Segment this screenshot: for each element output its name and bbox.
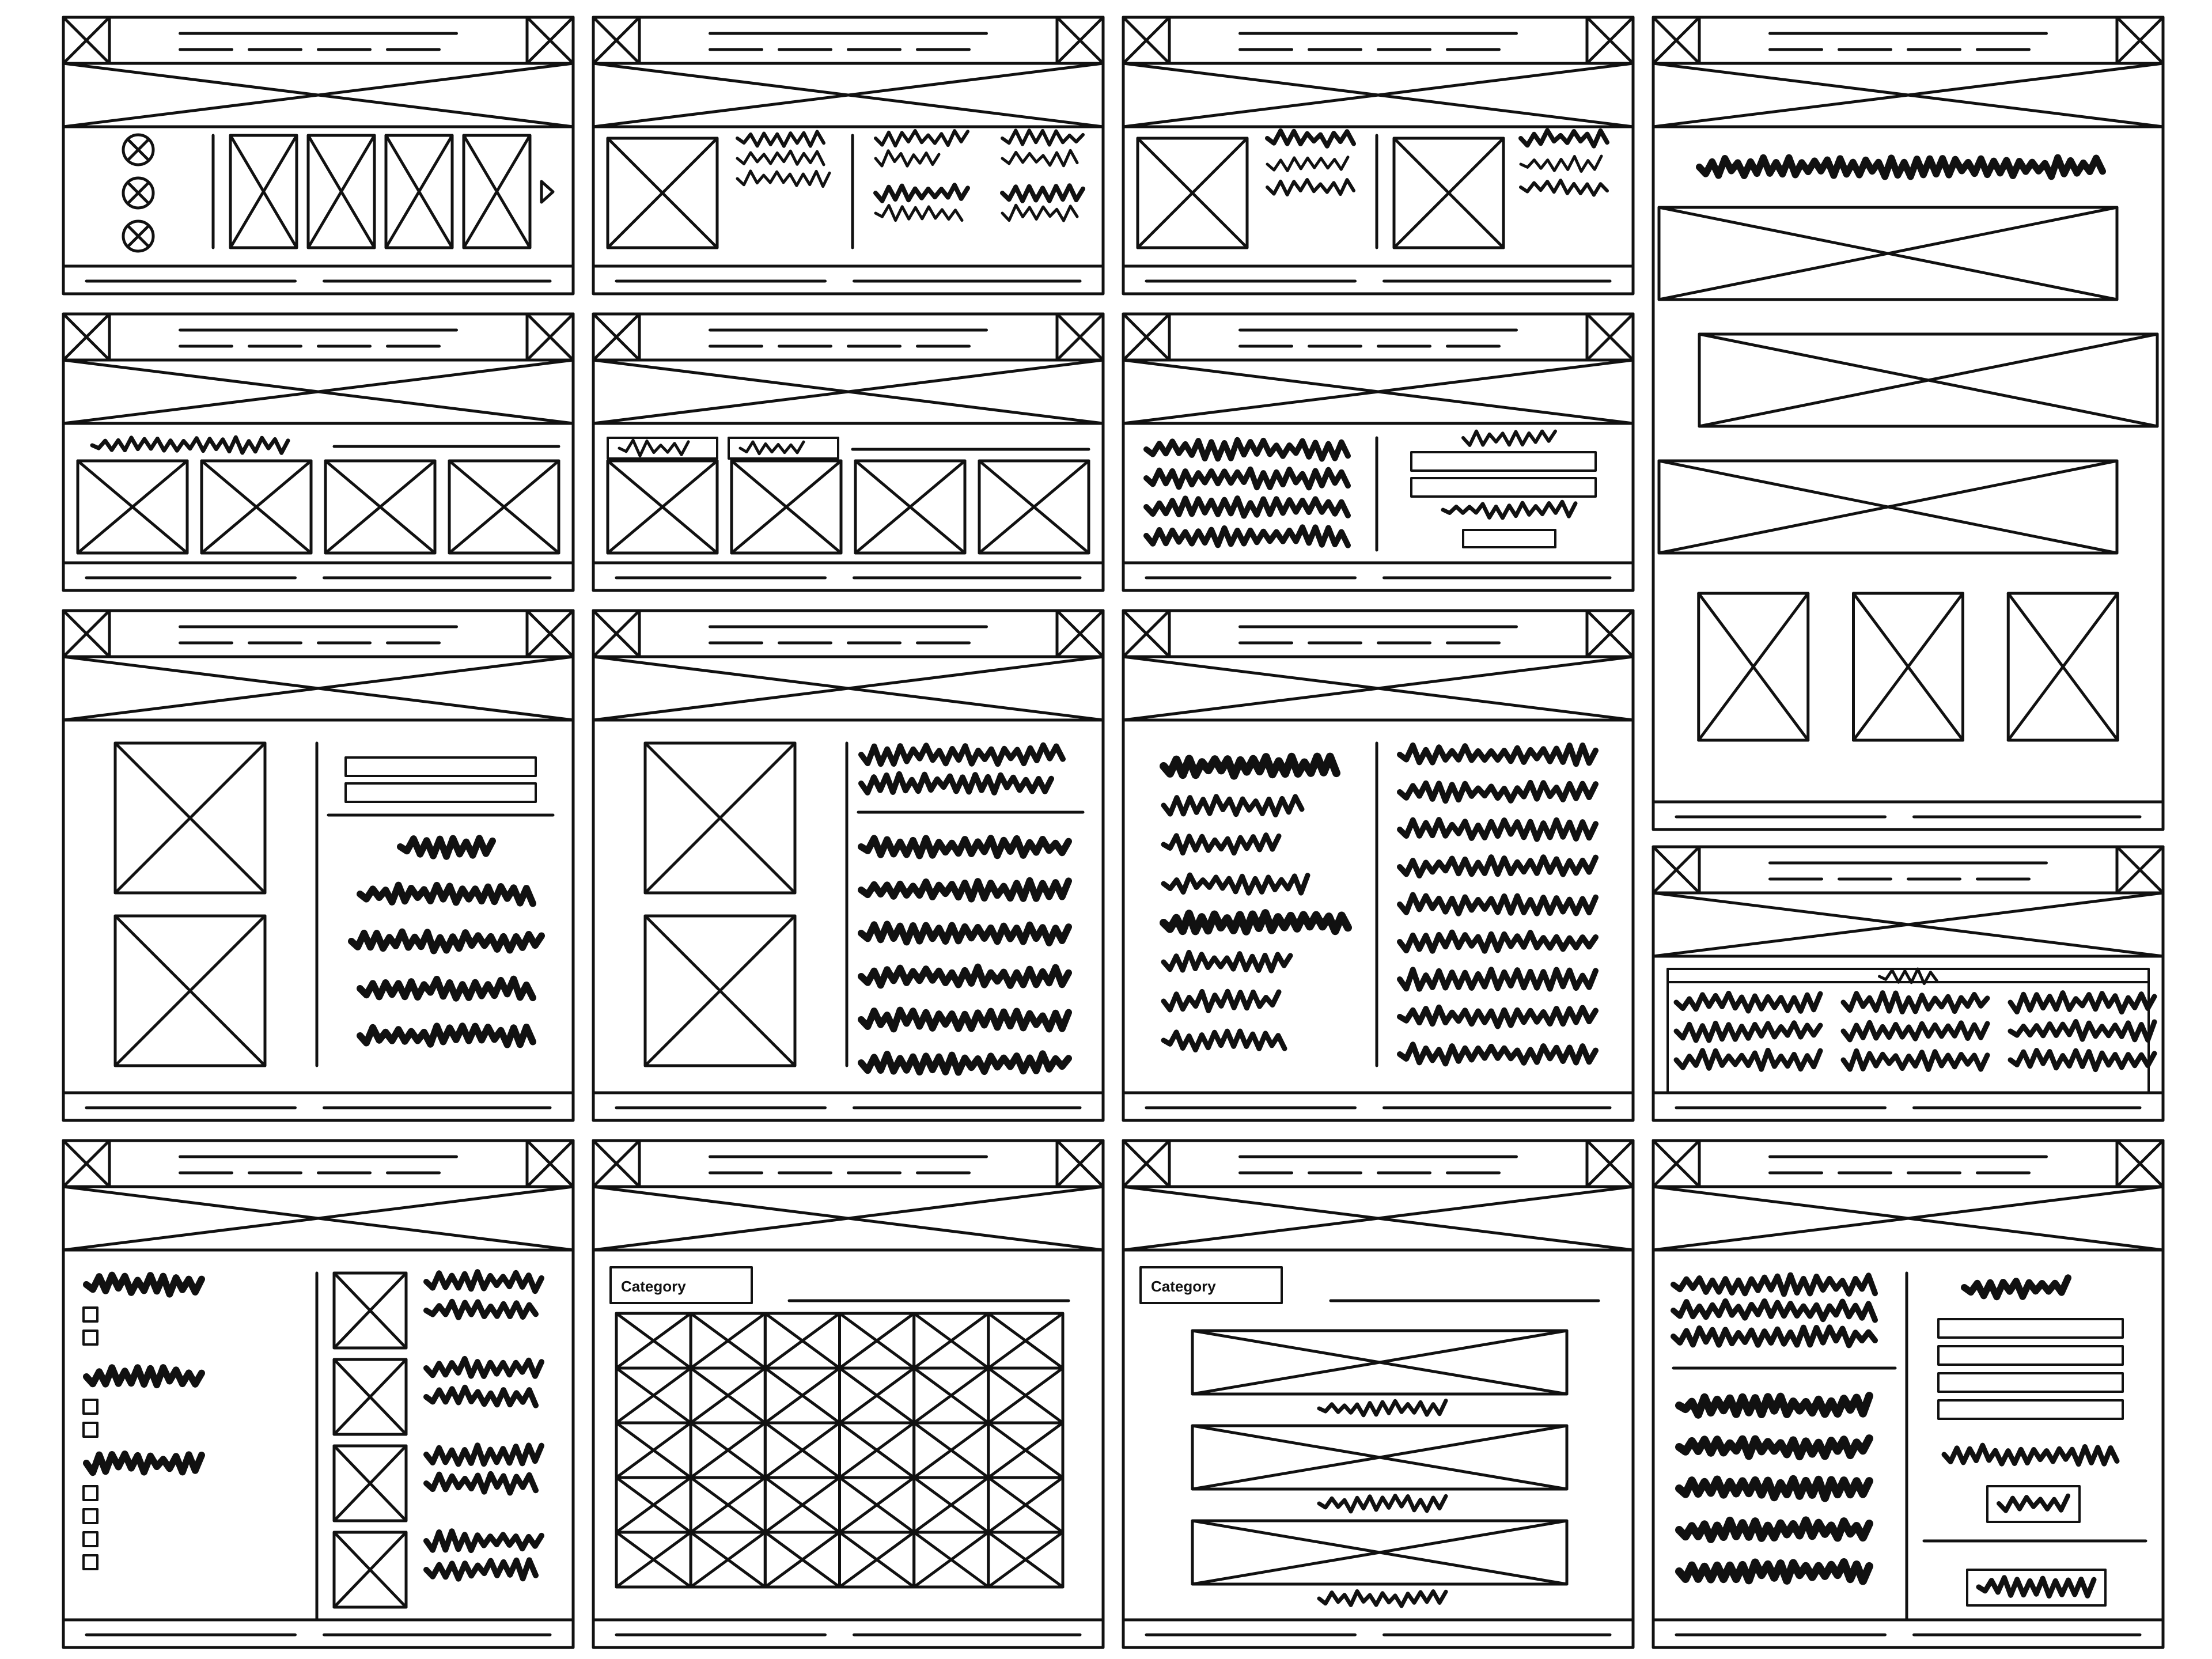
frame-border [63,314,573,590]
frame-filters-list [63,1141,573,1647]
article-scribble [1400,857,1596,876]
scribble-text [1979,1578,2094,1596]
next-arrow-icon [541,181,553,202]
paragraph-scribble [1679,1520,1869,1539]
frame-tall-landing [1653,17,2163,830]
category-label: Category [621,1278,686,1295]
form-field [346,757,536,776]
article-scribble [1164,875,1308,893]
grid-cell-image [765,1313,839,1368]
scribble-text [1521,156,1601,172]
menu-icon [1587,1141,1633,1187]
scribble-text [861,774,1051,793]
grid-cell-image [691,1532,765,1587]
scribble-text [740,442,804,454]
scribble-text [876,151,939,166]
product-image [1138,138,1247,248]
intro-scribble [1673,1301,1875,1320]
logo-icon [1123,611,1169,657]
checkbox-icon [84,1555,97,1569]
list-text-scribble [426,1531,541,1550]
banner-image [1659,207,2117,300]
intro-scribble [1673,1327,1875,1345]
paragraph-scribble [861,838,1069,855]
checkbox-icon [84,1486,97,1500]
gallery-image [645,916,795,1066]
logo-icon [63,17,109,63]
logo-icon [1123,1141,1169,1187]
product-image [1394,138,1503,248]
list-text-scribble [426,1302,536,1317]
grid-image [732,461,841,553]
logo-icon [593,611,639,657]
section-title-scribble [92,437,288,453]
grid-cell-image [914,1532,988,1587]
filter-heading-scribble [86,1275,202,1294]
paragraph-scribble [360,885,533,904]
scribble-text [1267,180,1354,195]
grid-cell-image [691,1478,765,1532]
logo-icon [1123,17,1169,63]
scribble-text [737,132,824,146]
menu-icon [2117,1141,2163,1187]
scribble-text [1002,150,1077,166]
article-scribble [1400,895,1596,914]
list-thumbnail [334,1446,406,1521]
carousel-slide [230,135,297,248]
logo-icon [63,611,109,657]
grid-cell-image [691,1313,765,1368]
logo-icon [63,1141,109,1187]
article-scribble [1164,757,1336,776]
login-field [1938,1373,2123,1392]
list-banner-image [1192,1521,1567,1584]
scribble-text [737,151,824,165]
scribble-text [861,745,1063,764]
article-scribble [1400,1007,1596,1027]
menu-icon [1057,314,1103,360]
grid-cell-image [616,1423,691,1478]
sitemap-link-scribble [1843,993,1987,1012]
grid-cell-image [616,1532,691,1587]
grid-cell-image [840,1532,914,1587]
list-text-scribble [426,1388,536,1406]
menu-icon [527,17,573,63]
frame-carousel [63,17,573,294]
frame-border [1653,847,2163,1120]
grid-image [325,461,435,553]
scribble-text [1267,157,1348,171]
frame-category-grid [593,1141,1103,1647]
logo-icon [1653,847,1699,893]
grid-cell-image [914,1478,988,1532]
grid-cell-image [616,1368,691,1423]
frame-border [593,314,1103,590]
login-field [1938,1400,2123,1419]
product-image [608,138,717,248]
sitemap-link-scribble [1843,1022,1987,1040]
grid-cell-image [840,1313,914,1368]
paragraph-scribble [351,932,541,951]
article-scribble [1164,1031,1285,1050]
article-scribble [1400,1044,1596,1063]
menu-icon [527,1141,573,1187]
paragraph-scribble [1146,440,1348,459]
article-scribble [1400,820,1596,839]
radio-icon [123,221,153,251]
paragraph-scribble [1146,527,1348,545]
list-text-scribble [426,1445,541,1464]
feature-image [1854,593,1963,740]
list-text-scribble [426,1474,536,1493]
gallery-image [115,916,265,1066]
scribble-text [876,206,962,221]
login-field [1938,1319,2123,1338]
frame-category-list [1123,1141,1633,1647]
list-thumbnail [334,1359,406,1434]
list-text-scribble [426,1359,541,1376]
paragraph-scribble [400,838,493,856]
paragraph-scribble [1679,1438,1869,1456]
grid-cell-image [691,1423,765,1478]
checkbox-icon [84,1400,97,1414]
scribble-text [1944,1445,2117,1464]
menu-icon [2117,17,2163,63]
caption-scribble [1319,1496,1446,1512]
gallery-image [645,743,795,893]
grid-cell-image [616,1313,691,1368]
list-text-scribble [426,1272,541,1291]
article-scribble [1400,969,1596,988]
intro-scribble [1673,1275,1875,1294]
logo-icon [593,314,639,360]
tab-button [729,438,838,459]
grid-cell-image [691,1368,765,1423]
frame-products-two-col [593,17,1103,294]
grid-cell-image [988,1313,1063,1368]
scribble-text [1002,185,1083,201]
menu-icon [1587,314,1633,360]
form-field [1411,452,1596,471]
scribble-text [1002,205,1077,221]
menu-icon [527,611,573,657]
gallery-image [115,743,265,893]
menu-icon [2117,847,2163,893]
grid-image [449,461,559,553]
carousel-slide [308,135,374,248]
scribble-text [1267,131,1354,146]
frame-text-login [1653,1141,2163,1647]
frame-gallery-form [63,611,573,1120]
paragraph-scribble [861,924,1069,942]
grid-image [78,461,187,553]
frame-border [1653,17,2163,830]
sitemap-link-scribble [1676,1023,1820,1040]
form-field [346,783,536,802]
logo-icon [1653,17,1699,63]
submit-button [1463,530,1555,547]
paragraph-scribble [861,1054,1069,1072]
grid-image [979,461,1089,553]
grid-cell-image [988,1368,1063,1423]
checkbox-icon [84,1308,97,1321]
menu-icon [1587,611,1633,657]
scribble-text [737,171,830,187]
grid-cell-image [914,1368,988,1423]
logo-icon [593,1141,639,1187]
paragraph-scribble [1146,469,1348,488]
sitemap-link-scribble [2010,1051,2154,1070]
list-text-scribble [426,1560,536,1578]
banner-image [1699,334,2157,426]
logo-icon [593,17,639,63]
frames-layer [63,17,2163,1647]
menu-icon [1057,1141,1103,1187]
grid-cell-image [988,1423,1063,1478]
menu-icon [1587,17,1633,63]
list-thumbnail [334,1532,406,1607]
scribble-text [1964,1278,2068,1297]
article-scribble [1164,991,1279,1010]
frame-sitemap [1653,847,2163,1120]
article-scribble [1164,835,1279,853]
grid-cell-image [988,1478,1063,1532]
article-scribble [1164,797,1302,815]
paragraph-scribble [861,1010,1069,1029]
paragraph-scribble [360,1026,533,1044]
sitemap-link-scribble [2010,993,2154,1012]
radio-icon [123,135,153,165]
logo-icon [1653,1141,1699,1187]
checkbox-icon [84,1532,97,1546]
grid-image [855,461,965,553]
frame-article-list [1123,611,1633,1120]
grid-cell-image [765,1532,839,1587]
checkbox-icon [84,1509,97,1523]
form-field [1411,478,1596,497]
menu-icon [1057,17,1103,63]
carousel-slide [464,135,530,248]
grid-cell-image [988,1532,1063,1587]
banner-image [1659,461,2117,553]
feature-image [1699,593,1808,740]
scribble-text [1999,1496,2068,1511]
list-banner-image [1192,1426,1567,1489]
paragraph-scribble [1679,1479,1869,1498]
menu-icon [1057,611,1103,657]
frame-four-grid [63,314,573,590]
grid-cell-image [914,1313,988,1368]
article-scribble [1164,952,1290,971]
scribble-text [1521,180,1607,195]
grid-cell-image [840,1423,914,1478]
logo-icon [63,314,109,360]
sitemap-link-scribble [2010,1022,2154,1040]
sitemap-link-scribble [1676,1050,1820,1069]
scribble-text [876,185,968,200]
frame-text-form [1123,314,1633,590]
sitemap-link-scribble [1843,1051,1987,1070]
paragraph-scribble [360,979,533,998]
radio-icon [123,178,153,208]
list-banner-image [1192,1331,1567,1394]
scribble-text [1002,130,1083,145]
sitemap-link-scribble [1676,993,1820,1011]
article-scribble [1400,745,1596,764]
paragraph-scribble [861,967,1069,986]
paragraph-scribble [1679,1396,1869,1415]
grid-cell-image [616,1478,691,1532]
filter-heading-scribble [86,1368,202,1385]
article-scribble [1400,783,1596,801]
filter-heading-scribble [86,1454,202,1472]
scribble-text [876,131,968,146]
scribble-text [1521,130,1607,146]
frame-tabs-grid [593,314,1103,590]
paragraph-scribble [1679,1562,1869,1581]
list-thumbnail [334,1273,406,1348]
caption-scribble [1319,1591,1446,1606]
carousel-slide [386,135,452,248]
checkbox-icon [84,1331,97,1344]
grid-cell-image [840,1368,914,1423]
menu-icon [527,314,573,360]
scribble-text [1443,502,1575,518]
checkbox-icon [84,1423,97,1437]
feature-image [2008,593,2118,740]
grid-cell-image [765,1368,839,1423]
caption-scribble [1319,1401,1446,1415]
category-label: Category [1151,1278,1216,1295]
grid-cell-image [914,1423,988,1478]
grid-image [608,461,717,553]
scribble-text [1463,431,1555,445]
article-scribble [1164,913,1348,931]
grid-cell-image [765,1478,839,1532]
frame-gallery-text [593,611,1103,1120]
paragraph-scribble [861,881,1069,899]
frame-two-products [1123,17,1633,294]
grid-cell-image [765,1423,839,1478]
grid-image [202,461,311,553]
login-field [1938,1346,2123,1365]
grid-cell-image [840,1478,914,1532]
scribble-text [619,440,688,456]
paragraph-scribble [1146,498,1348,516]
logo-icon [1123,314,1169,360]
headline-scribble [1699,158,2103,177]
article-scribble [1400,933,1596,951]
